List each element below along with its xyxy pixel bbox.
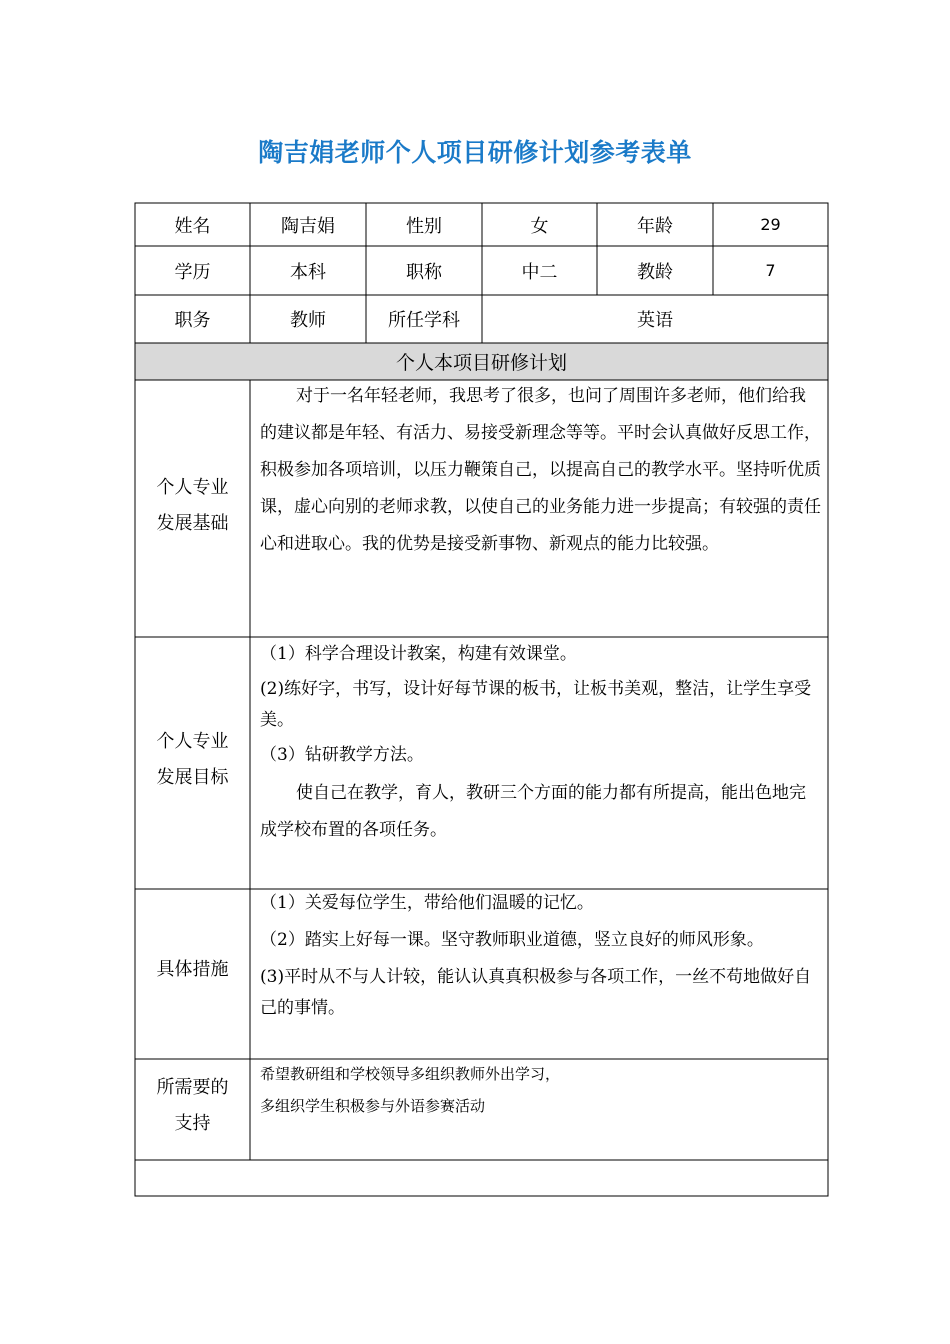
measure-item-1: （1）关爱每位学生，带给他们温暖的记忆。 (260, 893, 594, 913)
education-value: 本科 (290, 261, 326, 283)
gender-label: 性别 (406, 215, 442, 237)
section-heading: 个人本项目研修计划 (395, 352, 567, 374)
foundation-label (135, 470, 250, 542)
support-label-line1: 所需要的 (156, 1077, 229, 1098)
goals-summary: 使自己在教学，育人，教研三个方面的能力都有所提高，能出色地完成学校布置的各项任务。 (260, 783, 806, 840)
support-item-1: 希望教研组和学校领导多组织教师外出学习， (260, 1065, 561, 1083)
document-title: 陶吉娟老师个人项目研修计划参考表单 (258, 138, 692, 167)
foundation-text-block (260, 378, 822, 563)
education-label: 学历 (174, 261, 211, 283)
professional-title-value: 中二 (521, 261, 558, 283)
teaching-years-label: 教龄 (637, 261, 673, 283)
gender-value: 女 (530, 215, 549, 237)
support-label (135, 1070, 250, 1142)
age-label: 年龄 (637, 215, 673, 237)
measure-item-2: （2）踏实上好每一课。坚守教师职业道德，竖立良好的师风形象。 (260, 930, 764, 950)
foundation-label-line1: 个人专业 (156, 477, 229, 498)
support-item-2: 多组织学生积极参与外语参赛活动 (260, 1097, 486, 1115)
goal-item-1: （1）科学合理设计教案，构建有效课堂。 (260, 644, 577, 664)
goals-text-block (260, 639, 822, 849)
subject-value: 英语 (637, 310, 673, 331)
goals-label-line2: 发展目标 (156, 767, 229, 788)
foundation-label-line2: 发展基础 (156, 513, 229, 534)
measures-label: 具体措施 (156, 959, 229, 980)
subject-label: 所任学科 (388, 310, 460, 331)
support-label-line2: 支持 (174, 1113, 211, 1134)
name-label: 姓名 (174, 215, 211, 237)
name-value: 陶吉娟 (281, 215, 335, 237)
age-value: 29 (760, 215, 781, 234)
position-label: 职务 (174, 310, 211, 331)
goals-label (135, 724, 250, 796)
foundation-text: 对于一名年轻老师，我思考了很多，也问了周围许多老师，他们给我的建议都是年轻、有活力、易接受新理念等等。平时会认真做好反思工作，积极参加各项培训，以压力鞭策自己，以提高自己的教学水平。坚持听优质课，虚心向别的老师求教，以使自己的业务能力进一步提高；有较强的责任心和进取心。我的优势是接受新事物、新观点的能力比较强。 (260, 386, 821, 554)
goal-item-3: （3）钻研教学方法。 (260, 745, 424, 765)
measure-item-3: (3)平时从不与人计较，能认认真真积极参与各项工作，一丝不苟地做好自己的事情。 (260, 967, 812, 1018)
teaching-years-value: 7 (765, 261, 776, 280)
professional-title-label: 职称 (406, 261, 442, 283)
goals-label-line1: 个人专业 (156, 731, 229, 752)
measures-text-block (260, 888, 822, 1024)
support-text-block (260, 1058, 822, 1122)
position-value: 教师 (290, 310, 326, 331)
goal-item-2: (2)练好字，书写，设计好每节课的板书，让板书美观，整洁，让学生享受美。 (260, 679, 812, 730)
